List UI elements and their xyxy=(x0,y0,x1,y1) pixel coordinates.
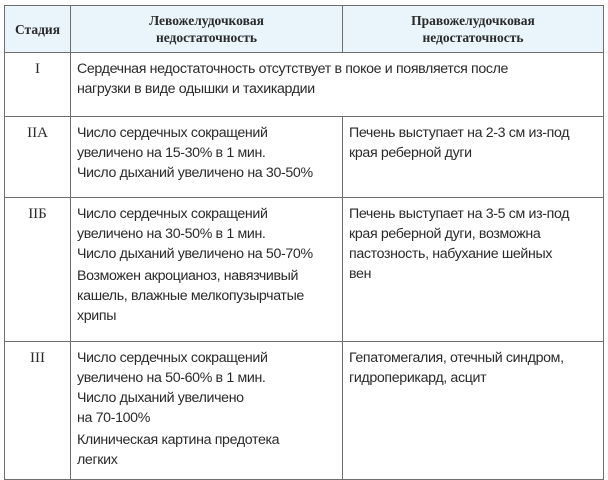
text-line: увеличено на 30-50% в 1 мин. xyxy=(77,226,266,242)
text-line: Печень выступает на 2-3 см из-под xyxy=(349,125,570,141)
table-row-stage-III xyxy=(5,342,604,480)
stage-cell: III xyxy=(5,342,71,480)
header-left-line-2: недостаточность xyxy=(155,30,258,45)
combined-description-cell xyxy=(71,53,604,117)
text-line: Возможен акроцианоз, навязчивый xyxy=(77,268,299,284)
header-left-ventricular xyxy=(71,6,343,53)
text-line: Число дыханий увеличено на 30-50% xyxy=(77,165,313,181)
text-line: Число сердечных сокращений xyxy=(77,125,268,141)
stage-cell: IIА xyxy=(5,117,71,198)
header-stage xyxy=(5,6,71,53)
text-line: увеличено на 15-30% в 1 мин. xyxy=(77,145,266,161)
text-line: Клиническая картина предотека xyxy=(77,432,280,448)
header-left-line-1: Левожелудочковая xyxy=(149,13,264,28)
text-line: нагрузки в виде одышки и тахикардии xyxy=(77,81,315,97)
heart-failure-stages-table xyxy=(4,5,604,480)
stage-cell: IIБ xyxy=(5,198,71,342)
right-ventricular-cell xyxy=(343,117,604,198)
header-right-line-2: недостаточность xyxy=(422,30,524,45)
text-line: пастозность, набухание шейных xyxy=(349,246,553,262)
text-line: гидроперикард, асцит xyxy=(349,370,487,386)
text-line: Число дыханий увеличено на 50-70% xyxy=(77,246,313,262)
table-row-stage-IIB xyxy=(5,198,604,342)
header-stage-label: Стадия xyxy=(14,21,61,37)
text-line: увеличено на 50-60% в 1 мин. xyxy=(77,370,266,386)
table-row-stage-I xyxy=(5,53,604,117)
text-line: вен xyxy=(349,266,372,282)
right-ventricular-cell xyxy=(343,342,604,480)
header-right-line-1: Правожелудочковая xyxy=(411,13,535,28)
text-line: Число сердечных сокращений xyxy=(77,206,268,222)
text-line: края реберной дуги, возможна xyxy=(349,226,541,242)
right-ventricular-cell xyxy=(343,198,604,342)
text-line: кашель, влажные мелкопузырчатые xyxy=(77,288,304,304)
left-ventricular-cell xyxy=(71,198,343,342)
text-line: Число дыханий увеличено xyxy=(77,390,244,406)
text-line: Сердечная недостаточность отсутствует в покое и появляется после xyxy=(77,61,509,77)
left-ventricular-cell xyxy=(71,117,343,198)
left-ventricular-cell xyxy=(71,342,343,480)
text-line: Печень выступает на 3-5 см из-под xyxy=(349,206,570,222)
text-line: легких xyxy=(77,452,118,468)
table-row-stage-IIA xyxy=(5,117,604,198)
text-line: на 70-100% xyxy=(77,410,150,426)
stage-cell: I xyxy=(5,53,71,117)
header-right-ventricular xyxy=(343,6,604,53)
text-line: Число сердечных сокращений xyxy=(77,350,268,366)
text-line: хрипы xyxy=(77,308,117,324)
text-line: Гепатомегалия, отечный синдром, xyxy=(349,350,564,366)
header-row xyxy=(5,6,604,53)
text-line: края реберной дуги xyxy=(349,145,472,161)
